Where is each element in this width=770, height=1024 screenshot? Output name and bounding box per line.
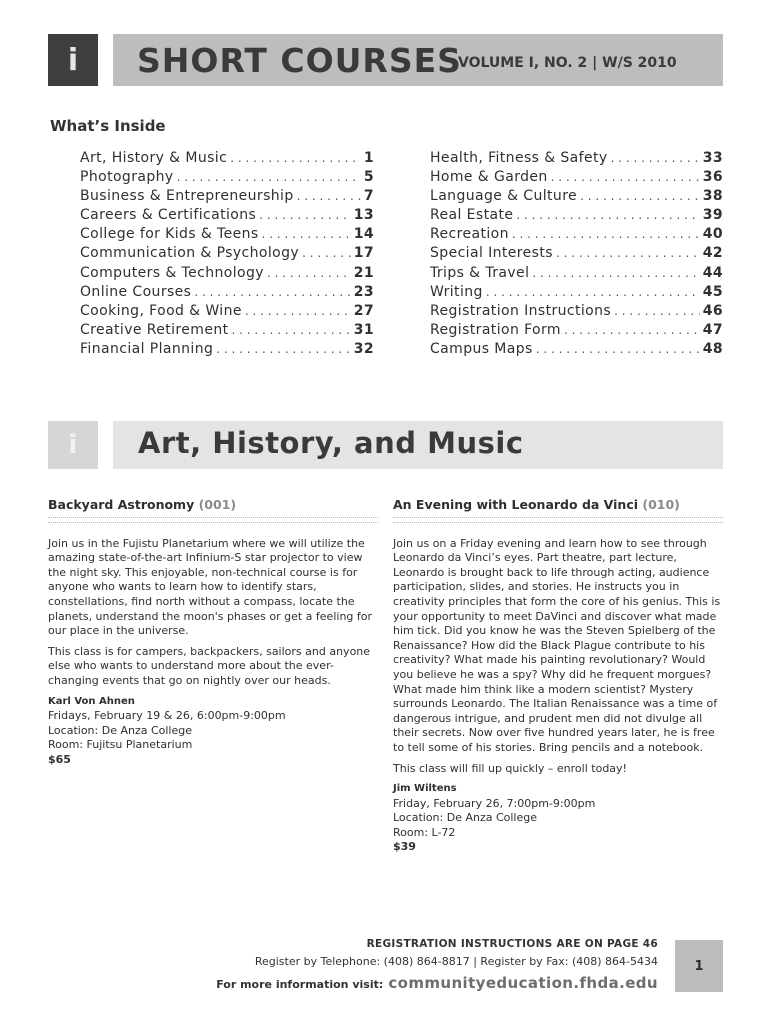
section-info-icon (48, 421, 98, 469)
course-description: Join us in the Fujistu Planetarium where we will utilize the amazing state-of-the-art Infinium-S star projector to view the night sky. This enjoyable, non-technical course is for anyone who wants to learn how to identify stars, constellations, find north without a compass, locate the planets, understand the moon's phases or get a feeling for our place in the universe. (48, 536, 373, 638)
section-icon-letter: i (68, 430, 78, 460)
toc-entry[interactable] (430, 322, 723, 341)
toc-leader (556, 246, 700, 260)
toc-leader (232, 323, 351, 337)
toc-entry-title: Writing (430, 283, 483, 300)
toc-entry-page: 44 (702, 264, 723, 281)
course-instructor: Jim Wiltens (393, 783, 457, 795)
toc-entry[interactable] (80, 265, 374, 284)
toc-entry-title: Special Interests (430, 245, 553, 262)
toc-entry-title: Home & Garden (430, 169, 548, 186)
toc-entry-title: Language & Culture (430, 188, 578, 205)
volume-info: VOLUME I, NO. 2 | W/S 2010 (458, 55, 677, 71)
toc-leader (302, 246, 351, 260)
toc-leader (516, 208, 699, 222)
course-code: (001) (198, 497, 237, 512)
toc-entry-page: 40 (702, 226, 723, 243)
toc-entry-title: Real Estate (430, 207, 514, 224)
toc-entry-page: 14 (353, 226, 374, 243)
section-title: Art, History, and Music (138, 426, 524, 460)
toc-entry-title: Photography (80, 169, 174, 186)
toc-entry-title: Art, History & Music (80, 150, 228, 166)
whats-inside-heading: What’s Inside (50, 117, 166, 135)
visit-label: For more information visit: (216, 978, 384, 991)
toc-entry-page: 1 (363, 150, 374, 166)
toc-leader (259, 208, 350, 222)
course-title: An Evening with Leonardo da Vinci (393, 497, 639, 512)
toc-entry-page: 5 (363, 169, 374, 186)
info-icon (48, 34, 98, 86)
toc-entry-page: 38 (702, 188, 723, 205)
website-link[interactable]: communityeducation.fhda.edu (388, 974, 658, 992)
toc-entry[interactable] (430, 303, 723, 322)
toc-leader (532, 266, 699, 280)
course-listing (48, 498, 378, 768)
toc-entry[interactable] (430, 284, 723, 303)
toc-leader (614, 304, 700, 318)
toc-entry[interactable] (80, 341, 374, 360)
toc-entry[interactable] (80, 188, 374, 207)
toc-entry[interactable] (80, 303, 374, 322)
course-code: (010) (642, 497, 680, 512)
toc-leader (216, 342, 350, 356)
toc-entry-page: 46 (702, 302, 723, 319)
toc-entry-title: Financial Planning (80, 340, 214, 357)
toc-entry[interactable] (430, 226, 723, 245)
toc-entry[interactable] (430, 169, 723, 188)
toc-entry-page: 48 (702, 340, 723, 357)
more-info-line (216, 973, 658, 992)
toc-entry-title: Cooking, Food & Wine (80, 302, 242, 319)
toc-right-column (430, 150, 723, 360)
toc-entry[interactable] (80, 245, 374, 264)
toc-entry[interactable] (80, 150, 374, 169)
toc-entry-title: College for Kids & Teens (80, 226, 259, 243)
dotted-divider (48, 517, 378, 523)
toc-entry-page: 13 (353, 207, 374, 224)
toc-entry-title: Careers & Certifications (80, 207, 257, 224)
toc-leader (486, 285, 700, 299)
toc-entry-page: 47 (702, 321, 723, 338)
toc-entry-page: 21 (353, 264, 374, 281)
toc-entry-title: Health, Fitness & Safety (430, 150, 608, 166)
toc-entry-page: 23 (353, 283, 374, 300)
toc-leader (580, 189, 700, 203)
toc-entry-page: 17 (353, 245, 374, 262)
toc-entry-title: Business & Entrepreneurship (80, 188, 294, 205)
course-location: Location: De Anza College (48, 723, 193, 737)
course-instructor: Karl Von Ahnen (48, 695, 135, 707)
toc-leader (267, 266, 351, 280)
toc-leader (230, 151, 361, 165)
toc-entry-page: 31 (353, 321, 374, 338)
toc-entry-title: Recreation (430, 226, 509, 243)
toc-entry-title: Registration Form (430, 321, 561, 338)
dotted-divider (393, 517, 723, 523)
course-room: Room: L-72 (393, 825, 456, 839)
course-schedule: Friday, February 26, 7:00pm-9:00pm (393, 796, 596, 810)
toc-leader (177, 170, 361, 184)
toc-leader (551, 170, 700, 184)
toc-entry-page: 45 (702, 283, 723, 300)
toc-entry[interactable] (80, 226, 374, 245)
toc-entry-title: Computers & Technology (80, 264, 264, 281)
course-schedule: Fridays, February 19 & 26, 6:00pm-9:00pm (48, 709, 286, 723)
toc-left-column (80, 150, 374, 360)
course-description: Join us on a Friday evening and learn how to see through Leonardo da Vinci’s eyes. Part theatre, part lecture, Leonardo is brought back to life through acting, audience participation, slides, and stories. He instructs you in creativity principles that form the core of his genius. This is your opportunity to meet DaVinci and discover what made him tick. Did you know he was the Steven Spielberg of the Renaissance? How did the Black Plague contribute to his creativity? What made his painting revolutionary? Would you believe he was a spy? Why did he frequent morgues? What made him think like a modern scientist? Mystery surrounds Leonardo. The Italian Renaissance was a time of dangerous intrigue, and prudent men did not divulge all their secrets. Now over five hundred years later, he is free to tell some of his stories. Bring pencils and a notebook. (393, 536, 721, 754)
toc-entry[interactable] (80, 322, 374, 341)
toc-leader (611, 151, 700, 165)
toc-entry-page: 36 (702, 169, 723, 186)
course-title: Backyard Astronomy (48, 497, 195, 512)
toc-entry-page: 39 (702, 207, 723, 224)
info-icon-letter: i (67, 42, 79, 78)
phone-fax-info: Register by Telephone: (408) 864-8817 | Register by Fax: (408) 864-5434 (254, 955, 658, 968)
toc-entry-title: Registration Instructions (430, 302, 612, 319)
toc-entry[interactable] (80, 207, 374, 226)
course-listing (393, 498, 723, 855)
toc-entry-page: 42 (702, 245, 723, 262)
course-description: This class is for campers, backpackers, sailors and anyone else who wants to understand more about the ever-changing events that go on nightly over our heads. (48, 644, 371, 687)
course-heading (393, 498, 723, 517)
toc-entry[interactable] (430, 341, 723, 360)
toc-entry-title: Creative Retirement (80, 321, 229, 338)
toc-entry-title: Campus Maps (430, 340, 533, 357)
toc-entry[interactable] (430, 150, 723, 169)
course-location: Location: De Anza College (393, 811, 538, 825)
page-number: 1 (675, 940, 723, 992)
course-description: This class will fill up quickly – enroll today! (393, 761, 627, 775)
toc-entry-page: 7 (363, 188, 374, 205)
toc-entry-page: 27 (353, 302, 374, 319)
course-price: $39 (393, 840, 416, 854)
toc-entry-title: Online Courses (80, 283, 192, 300)
toc-entry[interactable] (430, 245, 723, 264)
toc-entry-title: Communication & Psychology (80, 245, 300, 262)
publication-title: SHORT COURSES (137, 41, 462, 80)
toc-entry[interactable] (80, 169, 374, 188)
toc-leader (262, 227, 351, 241)
toc-entry-page: 32 (353, 340, 374, 357)
toc-leader (245, 304, 351, 318)
course-price: $65 (48, 752, 71, 766)
toc-leader (512, 227, 700, 241)
toc-leader (297, 189, 361, 203)
toc-entry[interactable] (430, 207, 723, 226)
toc-entry[interactable] (80, 284, 374, 303)
course-room: Room: Fujitsu Planetarium (48, 738, 193, 752)
toc-entry-title: Trips & Travel (430, 264, 530, 281)
course-heading (48, 498, 378, 517)
toc-leader (194, 285, 350, 299)
toc-leader (536, 342, 700, 356)
toc-entry[interactable] (430, 265, 723, 284)
toc-leader (564, 323, 700, 337)
registration-note: REGISTRATION INSTRUCTIONS ARE ON PAGE 46 (366, 938, 658, 950)
toc-entry[interactable] (430, 188, 723, 207)
toc-entry-page: 33 (702, 150, 723, 166)
